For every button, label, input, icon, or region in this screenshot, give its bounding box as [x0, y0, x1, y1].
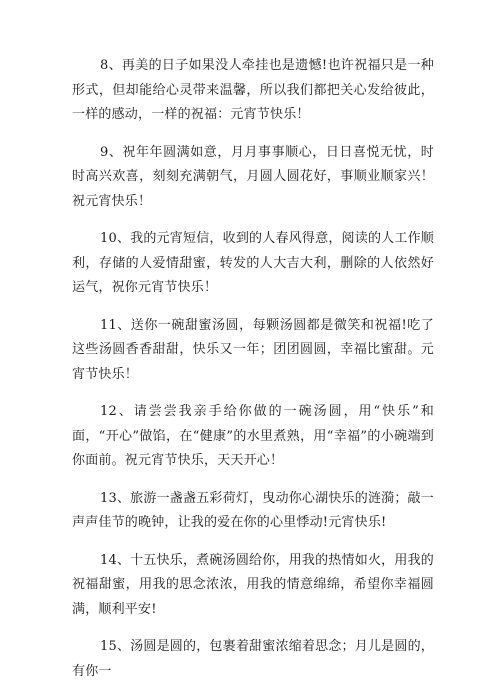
document-body [72, 54, 434, 697]
paragraph-11: 11、送你一碗甜蜜汤圆，每颗汤圆都是微笑和祝福!吃了这些汤圆香香甜甜，快乐又一年；团团圆圆，幸福比蜜甜。元宵节快乐！ [72, 317, 434, 382]
paragraph-9: 9、祝年年圆满如意，月月事事顺心，日日喜悦无忧，时时高兴欢喜，刻刻充满朝气，月圆人圆花好，事顺业顺家兴！祝元宵快乐！ [72, 144, 434, 209]
paragraph-13: 13、旅游一盏盏五彩荷灯，曳动你心湖快乐的涟漪；敲一声声佳节的晚钟，让我的爱在你的心里悸动!元宵快乐! [72, 490, 434, 530]
paragraph-12: 12、请尝尝我亲手给你做的一碗汤圆，用“快乐”和面，“开心”做馅，在“健康”的水里煮熟，用“幸福”的小碗端到你面前。祝元宵节快乐，天天开心！ [72, 404, 434, 468]
paragraph-10: 10、我的元宵短信，收到的人春风得意，阅读的人工作顺利，存储的人爱情甜蜜，转发的人大吉大利，删除的人依然好运气，祝你元宵节快乐！ [72, 231, 434, 295]
paragraph-15: 15、汤圆是圆的，包裹着甜蜜浓缩着思念；月儿是圆的，有你一 [72, 639, 434, 679]
paragraph-8: 8、再美的日子如果没人牵挂也是遗憾!也许祝福只是一种形式，但却能给心灵带来温馨，所以我们都把关心发给彼此，一样的感动，一样的祝福：元宵节快乐！ [72, 58, 434, 122]
paragraph-14: 14、十五快乐，煮碗汤圆给你，用我的热情如火，用我的祝福甜蜜，用我的思念浓浓，用我的情意绵绵，希望你幸福圆满，顺利平安! [72, 552, 434, 617]
